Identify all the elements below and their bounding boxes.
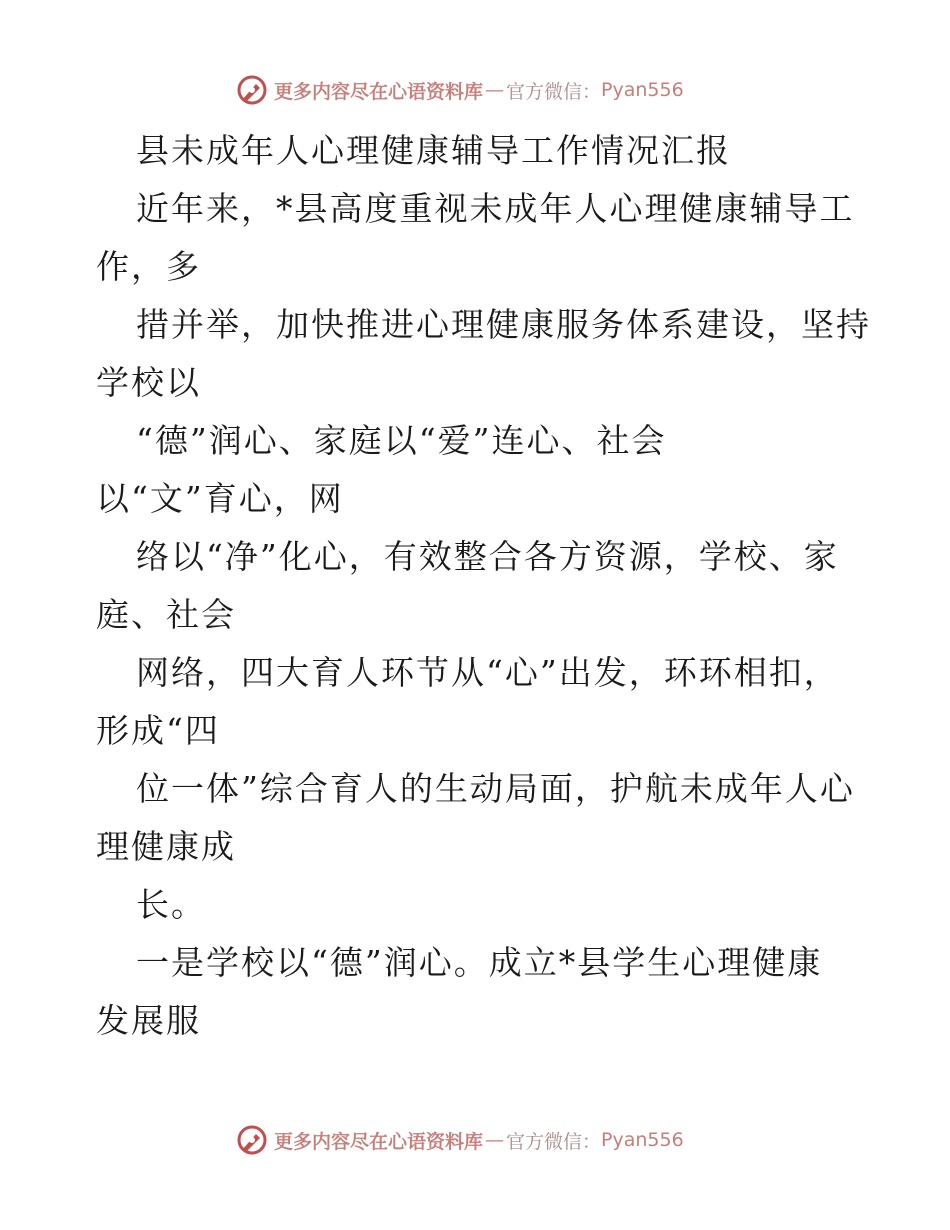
footer-watermark — [236, 1123, 756, 1157]
watermark-separator: — — [485, 79, 505, 101]
watermark-label: 官方微信： — [506, 80, 602, 103]
watermark-text: 更多内容尽在心语资料库 — [274, 1130, 484, 1153]
watermark-id: Pyan556 — [601, 1129, 684, 1151]
text-line: 近年来，*县高度重视未成年人心理健康辅导工 — [136, 189, 855, 228]
text-line: 措并举，加快推进心理健康服务体系建设，坚持 — [136, 305, 871, 344]
document-title: 县未成年人心理健康辅导工作情况汇报 — [136, 131, 731, 170]
watermark-id: Pyan556 — [601, 79, 684, 101]
watermark-label: 官方微信： — [506, 1130, 602, 1153]
text-line: 一是学校以“德”润心。成立*县学生心理健康 — [136, 943, 823, 982]
pen-logo-icon — [236, 1124, 268, 1156]
text-line: 学校以 — [96, 363, 201, 402]
header-watermark — [236, 73, 756, 107]
text-line: 理健康成 — [96, 827, 236, 866]
text-line: 长。 — [136, 885, 206, 924]
document-body — [96, 122, 876, 1050]
watermark-separator: — — [485, 1129, 505, 1151]
text-line: 形成“四 — [96, 711, 220, 750]
text-line: 以“文”育心，网 — [96, 479, 344, 518]
text-line: 络以“净”化心，有效整合各方资源，学校、家 — [136, 537, 839, 576]
text-line: “德”润心、家庭以“爱”连心、社会 — [136, 421, 667, 460]
text-line: 作，多 — [96, 247, 201, 286]
text-line: 网络，四大育人环节从“心”出发，环环相扣， — [136, 653, 839, 692]
watermark-text: 更多内容尽在心语资料库 — [274, 80, 484, 103]
text-line: 发展服 — [96, 1001, 201, 1040]
text-line: 位一体”综合育人的生动局面，护航未成年人心 — [136, 769, 855, 808]
text-line: 庭、社会 — [96, 595, 236, 634]
pen-logo-icon — [236, 74, 268, 106]
